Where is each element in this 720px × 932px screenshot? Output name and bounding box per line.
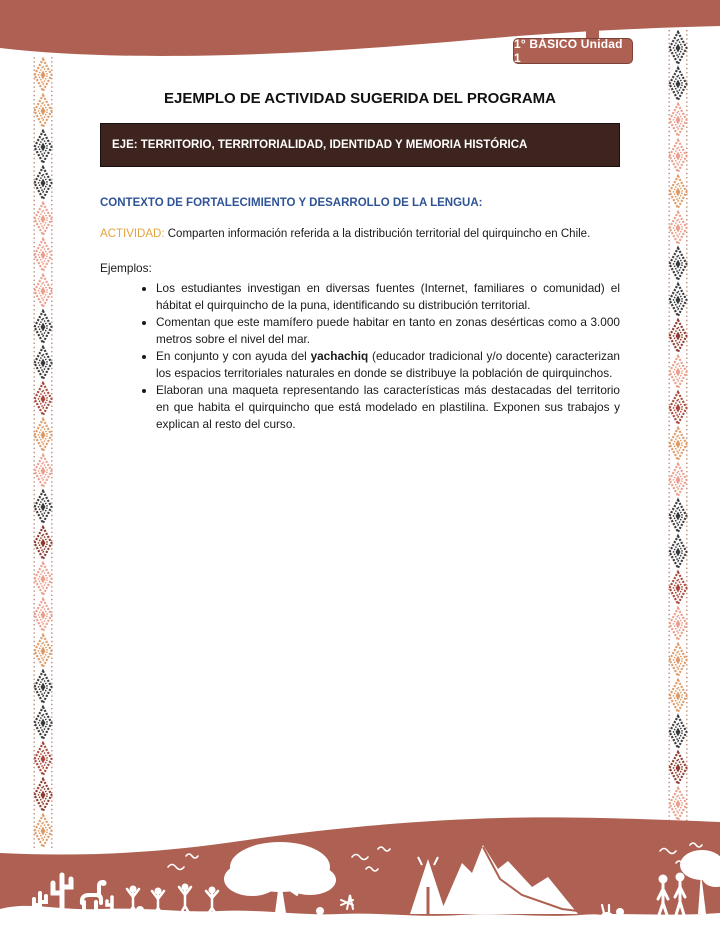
activity-line — [100, 228, 660, 240]
example-bullet — [156, 280, 620, 314]
examples-list — [100, 280, 620, 433]
eje-banner — [100, 123, 620, 167]
eje-banner-label: EJE: TERRITORIO, TERRITORIALIDAD, IDENTIDAD Y MEMORIA HISTÓRICA — [112, 139, 528, 151]
example-bullet — [156, 348, 620, 382]
unit-badge: 1° BÁSICO Unidad 1 — [513, 38, 633, 64]
activity-text: Comparten información referida a la distribución territorial del quirquincho en Chile. — [167, 228, 591, 240]
bullet-text: Los estudiantes investigan en diversas fuentes (Internet, familiares o comunidad) el hábitat el quirquincho de la puna, identificando su distribución territorial. — [156, 281, 620, 312]
bullet-bold-term: yachachiq — [310, 349, 369, 363]
example-bullet — [156, 314, 620, 348]
example-bullet — [156, 382, 620, 433]
activity-label: ACTIVIDAD: — [100, 228, 165, 240]
bullet-text: (educador tradicional y/o docente) caracterizan los espacios territoriales naturales en donde se distribuye la población de quirquinchos. — [156, 349, 620, 380]
page-title: EJEMPLO DE ACTIVIDAD SUGERIDA DEL PROGRAMA — [164, 90, 556, 107]
bottom-landscape-decoration — [0, 817, 720, 932]
bullet-text: Elaboran una maqueta representando las características más destacadas del territorio en que habita el quirquincho que está modelado en plastilina. Exponen sus trabajos y explican al resto del curso. — [156, 383, 620, 431]
left-textile-border — [33, 57, 53, 849]
right-textile-border — [668, 30, 688, 822]
context-heading: CONTEXTO DE FORTALECIMIENTO Y DESARROLLO DE LA LENGUA: — [100, 197, 483, 209]
bullet-text: Comentan que este mamífero puede habitar en tanto en zonas desérticas como a 3.000 metros sobre el nivel del mar. — [156, 315, 620, 346]
examples-label: Ejemplos: — [100, 261, 152, 275]
bullet-text: En conjunto y con ayuda del — [156, 349, 311, 363]
